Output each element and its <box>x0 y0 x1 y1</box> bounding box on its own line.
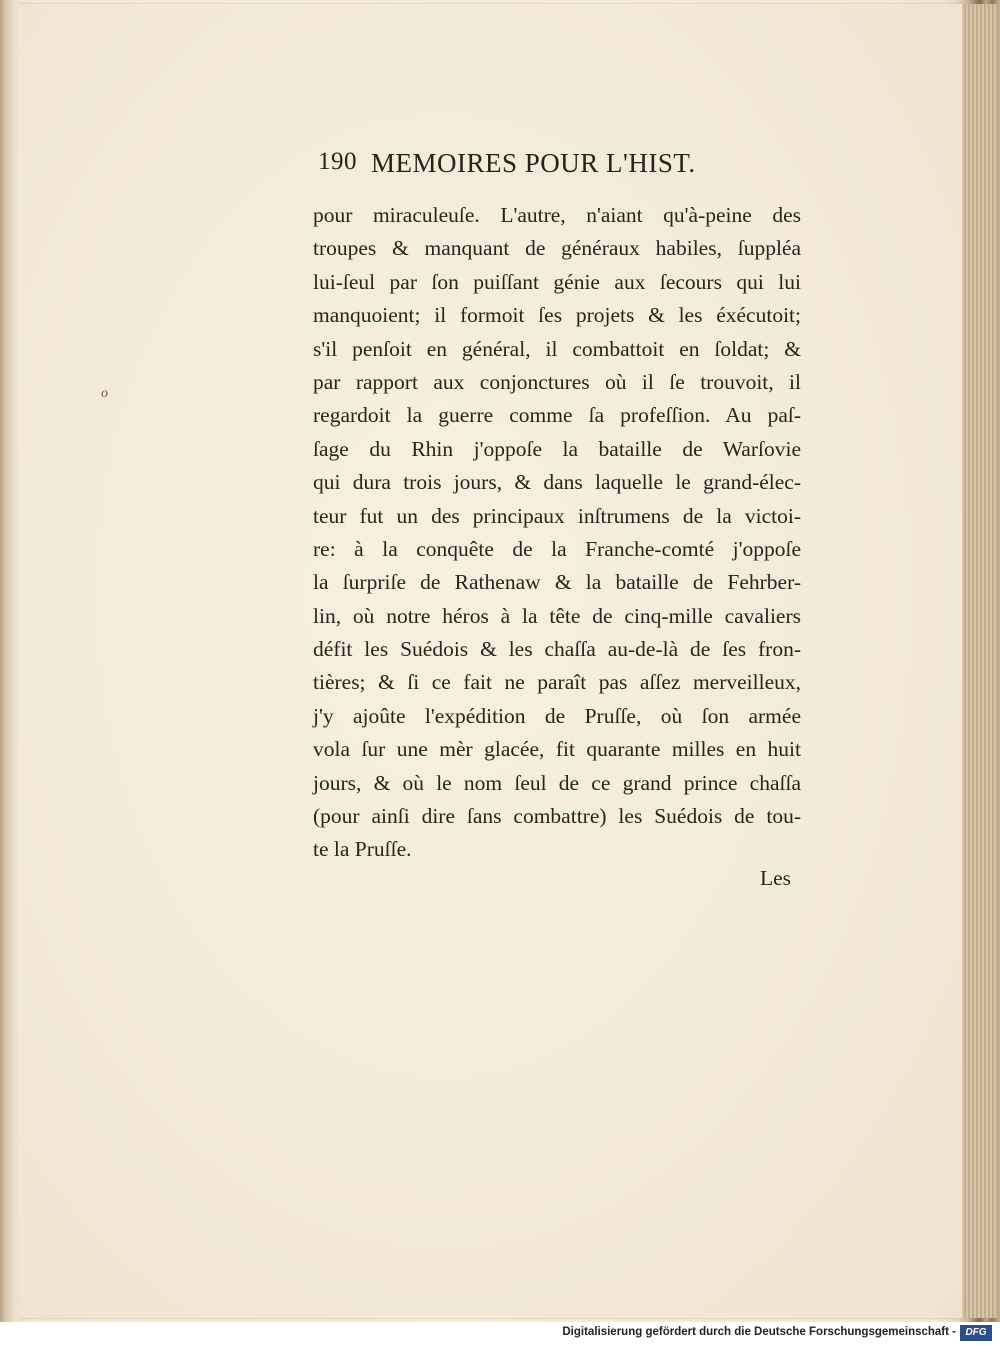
page-edges <box>962 4 998 1318</box>
text-line: (pour ainſi dire ſans combattre) les Suédois de tou- <box>313 804 801 829</box>
margin-mark: o <box>101 386 108 401</box>
text-line: par rapport aux conjonctures où il ſe trouvoit, il <box>313 369 801 394</box>
text-line: teur fut un des principaux inſtrumens de la victoi- <box>313 503 801 528</box>
text-line: manquoient; il formoit ſes projets & les éxécutoit; <box>313 303 801 328</box>
footer-bar <box>0 1322 1000 1345</box>
body-text <box>313 199 801 867</box>
text-line: ſage du Rhin j'oppoſe la bataille de Warſovie <box>313 436 801 461</box>
running-head-title: MEMOIRES POUR L'HIST. <box>371 148 696 178</box>
catchword: Les <box>760 866 792 890</box>
text-line: regardoit la guerre comme ſa profeſſion. Au paſ- <box>313 403 801 428</box>
text-line: jours, & où le nom ſeul de ce grand prince chaſſa <box>313 770 801 795</box>
text-line: lui-ſeul par ſon puiſſant génie aux ſecours qui lui <box>313 269 801 294</box>
dfg-logo-icon: DFG <box>960 1325 992 1341</box>
text-line: pour miraculeuſe. L'autre, n'aiant qu'à-peine des <box>313 203 801 227</box>
text-line: la ſurpriſe de Rathenaw & la bataille de Fehrber- <box>313 570 801 595</box>
text-line: re: à la conquête de la Franche-comté j'oppoſe <box>313 536 801 561</box>
page-number: 190 <box>318 148 357 175</box>
text-line: vola ſur une mèr glacée, fit quarante milles en huit <box>313 737 801 762</box>
text-line: qui dura trois jours, & dans laquelle le grand-élec- <box>313 470 801 495</box>
text-line: te la Pruſſe. <box>313 837 412 862</box>
text-line: troupes & manquant de généraux habiles, ſuppléa <box>313 236 801 261</box>
text-line: tières; & ſi ce fait ne paraît pas aſſez merveilleux, <box>313 670 801 695</box>
text-line: défit les Suédois & les chaſſa au-de-là de ſes fron- <box>313 637 801 662</box>
running-head <box>318 148 724 179</box>
text-line: lin, où notre héros à la tête de cinq-mille cavaliers <box>313 603 801 628</box>
text-line: j'y ajoûte l'expédition de Pruſſe, où ſon armée <box>313 703 801 728</box>
text-line: s'il penſoit en général, il combattoit en ſoldat; & <box>313 336 801 361</box>
footer-credit: Digitalisierung gefördert durch die Deutsche Forschungsgemeinschaft - <box>562 1326 956 1338</box>
